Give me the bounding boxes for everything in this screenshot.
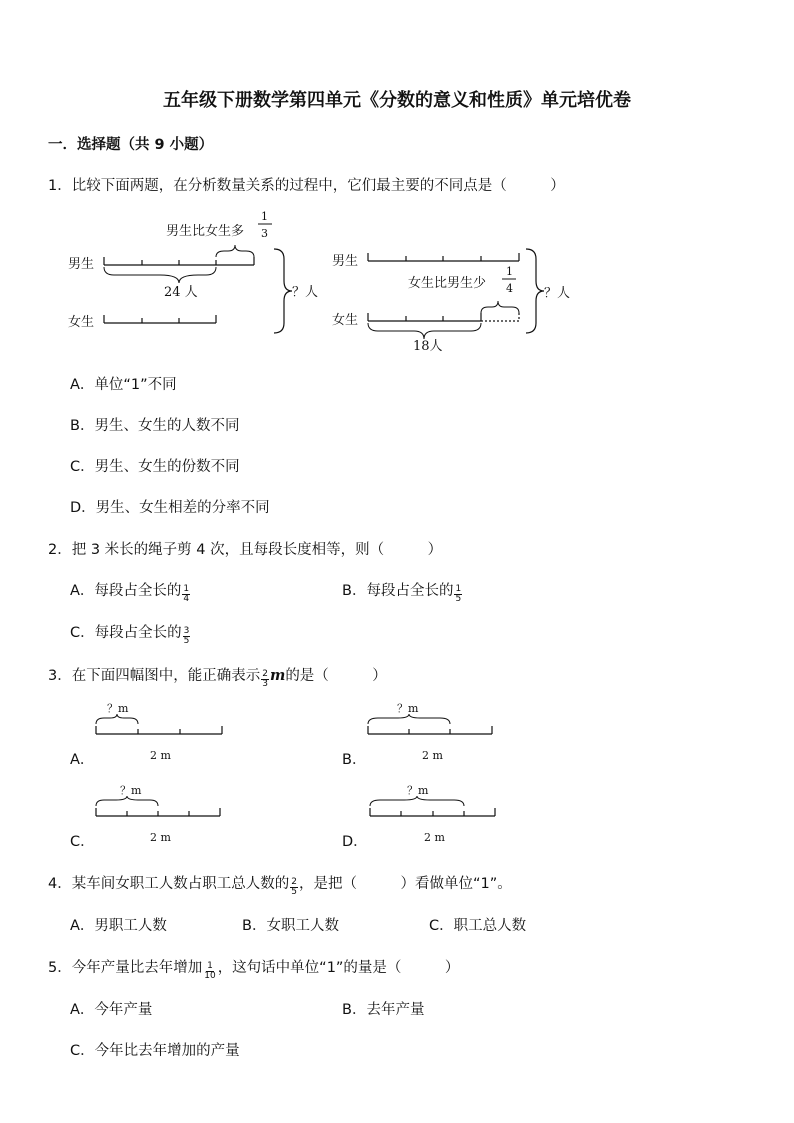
- left-extra-brace: [216, 245, 254, 257]
- question-1-stem: 1．比较下面两题，在分析数量关系的过程中，它们最主要的不同点是（ ）: [48, 178, 565, 194]
- q3-option-a[interactable]: A．: [70, 752, 95, 768]
- q2-option-b[interactable]: [342, 579, 463, 604]
- q3-b-top-label: ？m: [397, 702, 419, 715]
- left-boys-label: 男生: [68, 257, 95, 272]
- question-1-diagram: [60, 205, 600, 360]
- q3-c-top-label: ？m: [120, 784, 142, 797]
- q4-option-a[interactable]: A．男职工人数: [70, 918, 167, 934]
- left-frac-num: 1: [261, 210, 268, 223]
- left-right-brace: [274, 249, 292, 333]
- right-total: 18人: [413, 339, 443, 354]
- q3-figure-d: [364, 780, 504, 846]
- q5-stem-fraction: $\frac{1}{10}$: [204, 960, 216, 981]
- q3-option-c[interactable]: C．: [70, 834, 95, 850]
- q1-option-c[interactable]: C．男生、女生的份数不同: [70, 459, 240, 475]
- right-total-brace: [368, 323, 481, 339]
- right-boys-label: 男生: [332, 254, 359, 269]
- right-note: 女生比男生少: [408, 276, 487, 291]
- question-4-stem: 4．某车间女职工人数占职工总人数的 $\frac{2}{5}$ ，是把（ ）看做单位“1”。: [48, 876, 512, 897]
- question-5-stem: 5．今年产量比去年增加 $\frac{1}{10}$ ，这句话中单位“1”的量是（ ）: [48, 960, 460, 981]
- q2-option-c-fraction: $\frac{3}{5}$: [183, 625, 190, 646]
- q2-option-c-text: C．每段占全长的: [70, 625, 182, 641]
- q4-option-c[interactable]: C．职工总人数: [429, 918, 527, 934]
- q2-option-b-text: B．每段占全长的: [342, 583, 454, 599]
- q3-figure-c: [92, 780, 228, 846]
- left-girls-label: 女生: [68, 315, 95, 330]
- right-boys-bar: [368, 253, 519, 261]
- q3-figure-b: [364, 698, 500, 764]
- right-frac-den: 4: [506, 282, 513, 295]
- left-frac-den: 3: [261, 227, 268, 240]
- q3-stem-fraction: $\frac{2}{3}$: [262, 668, 268, 689]
- right-girls-label: 女生: [332, 313, 359, 328]
- right-girls-bar: [368, 313, 519, 321]
- q3-figure-a: [92, 698, 228, 764]
- left-note: 男生比女生多: [166, 224, 245, 239]
- q2-option-c[interactable]: [70, 621, 191, 646]
- page-title: 五年级下册数学第四单元《分数的意义和性质》单元培优卷: [163, 90, 631, 111]
- left-boys-bar: [104, 257, 254, 265]
- q5-option-a[interactable]: A．今年产量: [70, 1002, 153, 1018]
- q2-option-a-fraction: $\frac{1}{4}$: [183, 583, 190, 604]
- q2-option-a[interactable]: [70, 579, 191, 604]
- q3-d-bottom-label: 2 m: [424, 831, 445, 844]
- q3-c-bottom-label: 2 m: [150, 831, 171, 844]
- q2-option-a-text: A．每段占全长的: [70, 583, 182, 599]
- q3-a-bottom-label: 2 m: [150, 749, 171, 762]
- q2-option-b-fraction: $\frac{1}{5}$: [455, 583, 462, 604]
- right-unknown: ？人: [544, 286, 571, 301]
- q4-stem-fraction: $\frac{2}{5}$: [291, 876, 297, 897]
- left-unknown: ？人: [292, 285, 319, 300]
- q3-option-b[interactable]: B．: [342, 752, 367, 768]
- left-total-brace: [104, 267, 216, 283]
- q5-option-b[interactable]: B．去年产量: [342, 1002, 425, 1018]
- q1-option-b[interactable]: B．男生、女生的人数不同: [70, 418, 240, 434]
- right-right-brace: [526, 249, 544, 333]
- q3-a-top-label: ？m: [107, 702, 129, 715]
- q3-option-d[interactable]: D．: [342, 834, 368, 850]
- q3-d-top-label: ？m: [407, 784, 429, 797]
- q3-b-bottom-label: 2 m: [422, 749, 443, 762]
- question-2-stem: 2．把 3 米长的绳子剪 4 次，且每段长度相等，则（ ）: [48, 542, 443, 558]
- q4-option-b[interactable]: B．女职工人数: [242, 918, 339, 934]
- left-total: 24 人: [164, 285, 198, 300]
- q5-option-c[interactable]: C．今年比去年增加的产量: [70, 1043, 240, 1059]
- right-frac-num: 1: [506, 265, 513, 278]
- q1-option-a[interactable]: A．单位“1”不同: [70, 377, 177, 393]
- right-less-brace: [481, 301, 519, 313]
- q1-option-d[interactable]: D．男生、女生相差的分率不同: [70, 500, 270, 516]
- left-girls-bar: [104, 315, 216, 323]
- question-3-stem: 3．在下面四幅图中，能正确表示 $\frac{2}{3}$ m的是（ ）: [48, 667, 387, 689]
- section-heading: 一．选择题（共 9 小题）: [48, 137, 214, 153]
